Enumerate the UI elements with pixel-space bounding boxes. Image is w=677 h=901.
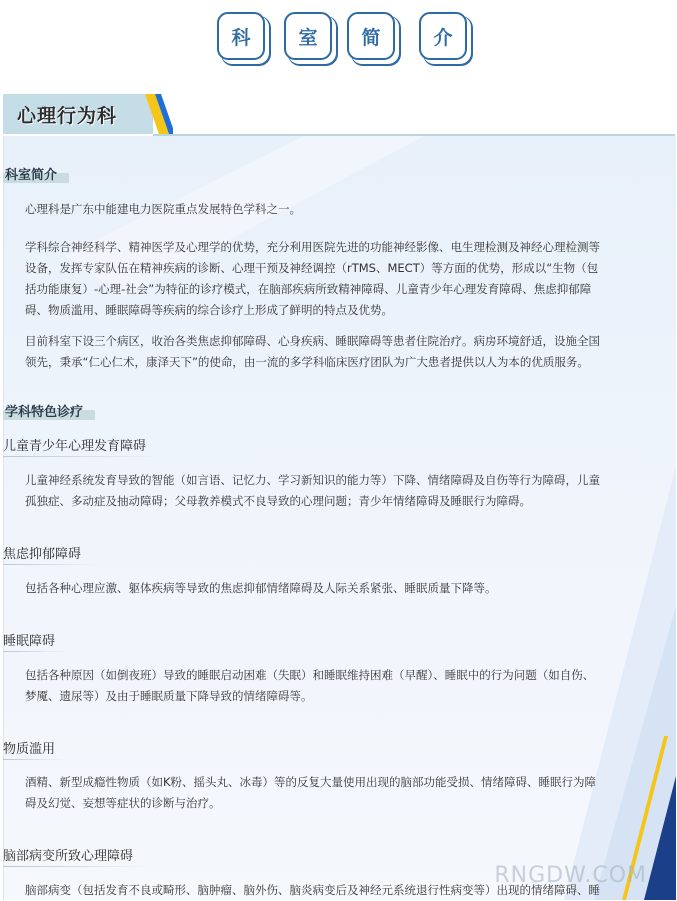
department-title: 心理行为科 xyxy=(3,94,153,134)
intro-paragraph-2: 学科综合神经科学、精神医学及心理学的优势，充分利用医院先进的功能神经影像、电生理检测及神经心理检测等 设备，发挥专家队伍在精神疾病的诊断、心理干预及神经调控（rTMS、MECT）等方面的优势，形成以“生物（包 括功能康复）-心理-社会”为特征的诊疗模式，在脑部疾病所致精神障碍、儿童青少年心理发育障碍、焦虑抑郁障 碍、物质滥用、睡眠障碍等疾病的综合诊疗上形成了鲜明的特点及优势。 xyxy=(25,240,600,317)
title-char-4: 介 xyxy=(419,12,467,60)
feature-title: 脑部病变所致心理障碍 xyxy=(3,849,134,864)
feature-text: 包括各种原因（如倒夜班）导致的睡眠启动困难（失眠）和睡眠维持困难（早醒）、睡眠中的行为问题（如自伤、 梦魇、遗尿等）及由于睡眠质量下降导致的情绪障碍等。 xyxy=(25,668,595,703)
title-char-3: 简 xyxy=(347,12,395,60)
feature-title-underline xyxy=(3,759,65,760)
feature-title-underline xyxy=(3,866,151,867)
title-char-2: 室 xyxy=(284,12,332,60)
banner-stripes-icon xyxy=(139,94,173,136)
intro-paragraph-3: 目前科室下设三个病区，收治各类焦虑抑郁障碍、心身疾病、睡眠障碍等患者住院治疗。病房环境舒适，设施全国 领先，秉承“仁心仁术，康泽天下”的使命，由一流的多学科临床医疗团队为广大患者提供以人为本的优质服务。 xyxy=(25,334,600,369)
department-banner xyxy=(3,94,675,136)
feature-title-underline xyxy=(3,651,65,652)
features-heading: 学科特色诊疗 xyxy=(5,405,84,420)
feature-text: 儿童神经系统发育导致的智能（如言语、记忆力、学习新知识的能力等）下降、情绪障碍及自伤等行为障碍，儿童 孤独症、多动症及抽动障碍；父母教养模式不良导致的心理问题；青少年情绪障碍及睡眠行为障碍。 xyxy=(25,473,600,508)
feature-text: 包括各种心理应激、躯体疾病等导致的焦虑抑郁情绪障碍及人际关系紧张、睡眠质量下降等。 xyxy=(25,581,497,595)
feature-title: 焦虑抑郁障碍 xyxy=(3,547,82,562)
feature-title: 儿童青少年心理发育障碍 xyxy=(3,439,147,454)
feature-title: 睡眠障碍 xyxy=(3,634,56,649)
feature-title-underline xyxy=(3,564,98,565)
watermark: RNGDW.COM xyxy=(494,863,647,888)
page-title-row xyxy=(0,12,677,68)
intro-heading: 科室简介 xyxy=(5,168,58,183)
intro-paragraph-1: 心理科是广东中能建电力医院重点发展特色学科之一。 xyxy=(25,202,301,216)
title-char-1: 科 xyxy=(217,12,265,60)
feature-title-underline xyxy=(3,456,163,457)
feature-title: 物质滥用 xyxy=(3,742,56,757)
feature-text: 酒精、新型成瘾性物质（如K粉、摇头丸、冰毒）等的反复大量使用出现的脑部功能受损、情绪障碍、睡眠行为障 碍及幻觉、妄想等症状的诊断与治疗。 xyxy=(25,775,597,810)
feature-text: 脑部病变（包括发育不良或畸形、脑肿瘤、脑外伤、脑炎病变后及神经元系统退行性病变等）出现的情绪障碍、睡 xyxy=(25,883,600,897)
